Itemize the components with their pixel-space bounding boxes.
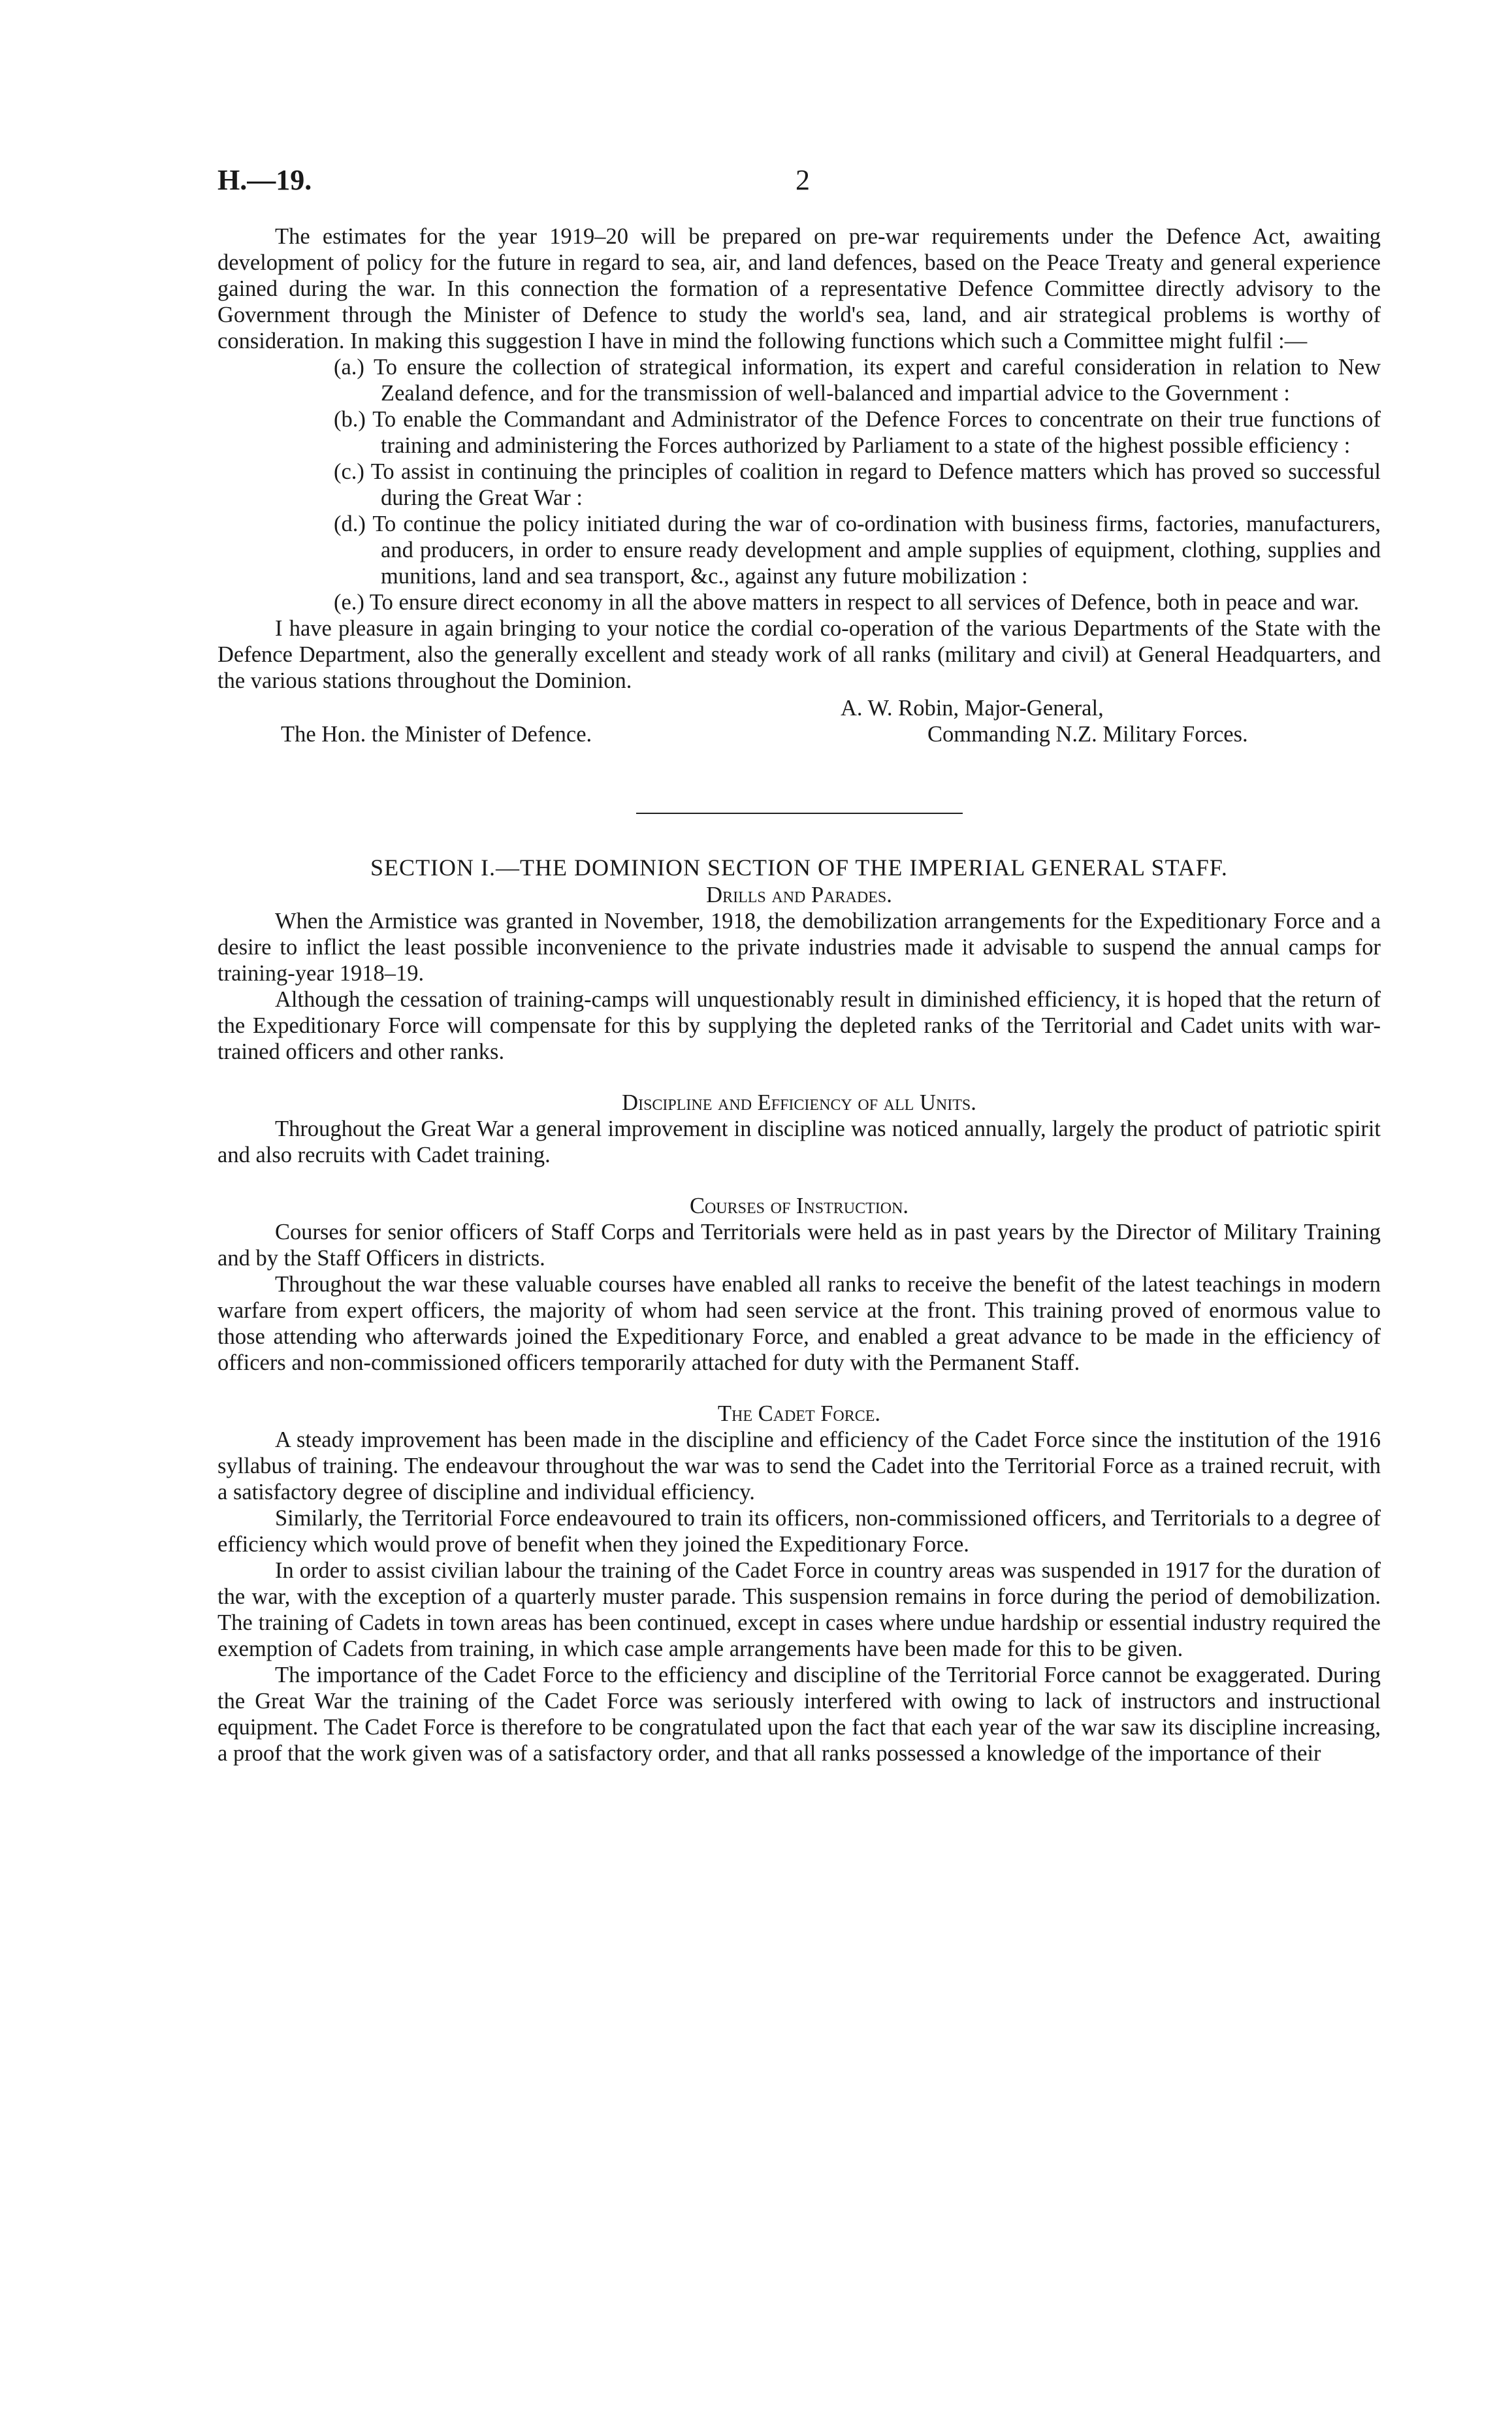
function-item-a: (a.) To ensure the collection of strategical information, its expert and careful consideration in relation to New Zealand defence, and for the transmission of well-balanced and impartial advice to the Government : [334,355,1381,406]
heading-discipline: Discipline and Efficiency of all Units. [622,1090,976,1115]
page-content [217,223,1381,1766]
document-reference: H.—19. [217,164,312,196]
function-item-d: (d.) To continue the policy initiated during the war of co-ordination with business firms, factories, manufacturers, and producers, in order to ensure ready development and ample supplies of equipment, clothing, supplies and munitions, land and sea transport, &c., against any future mobilization : [334,512,1381,589]
courses-paragraph-2: Throughout the war these valuable courses have enabled all ranks to receive the benefit of the latest teachings in modern warfare from expert officers, the majority of whom had seen service at the front. This training proved of enormous value to those attending who afterwards joined the Expeditionary Force, and enabled a great advance to be made in the efficiency of officers and non-commissioned officers temporarily attached for duty with the Permanent Staff. [217,1272,1381,1375]
intro-paragraph: The estimates for the year 1919–20 will be prepared on pre-war requirements under the Defence Act, awaiting development of policy for the future in regard to sea, air, and land defences, based on the Peace Treaty and general experience gained during the war. In this connection the formation of a representative Defence Committee directly advisory to the Government through the Minister of Defence to study the world's sea, land, and air strategical problems is worthy of consideration. In making this suggestion I have in mind the following functions which such a Committee might fulfil :— [217,224,1381,353]
cadet-paragraph-4: The importance of the Cadet Force to the efficiency and discipline of the Territorial Force cannot be exaggerated. During the Great War the training of the Cadet Force was seriously interfered with owing to lack of instructors and instructional equipment. The Cadet Force is therefore to be congratulated upon the fact that each year of the war saw its discipline increasing, a proof that the work given was of a satisfactory order, and that all ranks possessed a knowledge of the importance of their [217,1663,1381,1766]
heading-drills-and-parades: Drills and Parades. [706,883,892,907]
function-item-b: (b.) To enable the Commandant and Administrator of the Defence Forces to concentrate on their true functions of training and administering the Forces authorized by Parliament to a state of the highest possible efficiency : [334,407,1381,458]
cadet-paragraph-3: In order to assist civilian labour the training of the Cadet Force in country areas was suspended in 1917 for the duration of the war, with the exception of a quarterly muster parade. This suspension remains in force during the period of demobilization. The training of Cadets in town areas has been continued, except in cases where undue hardship or essential industry required the exemption of Cadets from training, in which case ample arrangements have been made for this to be given. [217,1558,1381,1661]
section-title: SECTION I.—THE DOMINION SECTION OF THE IMPERIAL GENERAL STAFF. [370,854,1228,881]
signatory-title: Commanding N.Z. Military Forces. [927,722,1248,747]
courses-paragraph-1: Courses for senior officers of Staff Corps and Territorials were held as in past years by the Director of Military Training and by the Staff Officers in districts. [217,1220,1381,1271]
signatory-name: A. W. Robin, Major-General, [841,696,1104,721]
addressee: The Hon. the Minister of Defence. [281,722,592,747]
page-header [217,163,1381,203]
drills-paragraph-1: When the Armistice was granted in November, 1918, the demobilization arrangements for the Expeditionary Force and a desire to inflict the least possible inconvenience to the private industries made it advisable to suspend the annual camps for training-year 1918–19. [217,909,1381,986]
section-divider [636,813,963,814]
discipline-paragraph-1: Throughout the Great War a general improvement in discipline was noticed annually, largely the product of patriotic spirit and also recruits with Cadet training. [217,1116,1381,1167]
page-number: 2 [796,164,810,196]
closing-paragraph: I have pleasure in again bringing to your notice the cordial co-operation of the various Departments of the State with the Defence Department, also the generally excellent and steady work of all ranks (military and civil) at General Headquarters, and the various stations throughout the Dominion. [217,616,1381,693]
function-item-c: (c.) To assist in continuing the principles of coalition in regard to Defence matters which has proved so successful during the Great War : [334,459,1381,510]
heading-courses: Courses of Instruction. [689,1194,909,1218]
heading-cadet-force: The Cadet Force. [717,1401,881,1426]
cadet-paragraph-2: Similarly, the Territorial Force endeavoured to train its officers, non-commissioned officers, and Territorials to a degree of efficiency which would prove of benefit when they joined the Expeditionary Force. [217,1506,1381,1557]
signature-block [217,695,1381,749]
cadet-paragraph-1: A steady improvement has been made in the discipline and efficiency of the Cadet Force since the institution of the 1916 syllabus of training. The endeavour throughout the war was to send the Cadet into the Territorial Force as a trained recruit, with a satisfactory degree of discipline and individual efficiency. [217,1427,1381,1504]
drills-paragraph-2: Although the cessation of training-camps will unquestionably result in diminished efficiency, it is hoped that the return of the Expeditionary Force will compensate for this by supplying the depleted ranks of the Territorial and Cadet units with war-trained officers and other ranks. [217,987,1381,1064]
function-item-e: (e.) To ensure direct economy in all the above matters in respect to all services of Defence, both in peace and war. [334,590,1359,615]
